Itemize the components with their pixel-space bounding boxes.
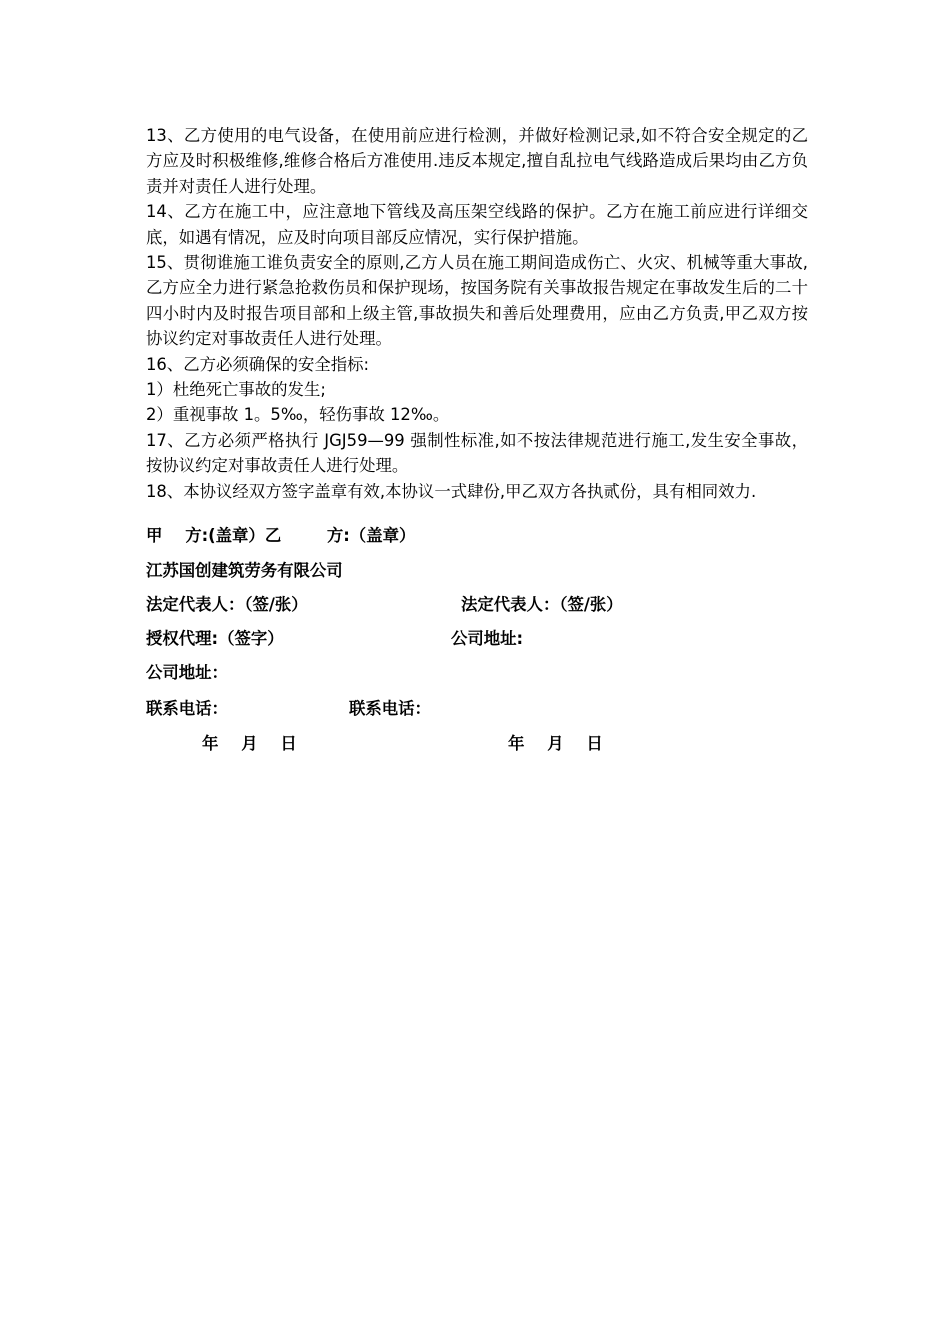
- clause-list: [146, 123, 808, 504]
- safety-target-2: 2）重视事故 1。5‰，轻伤事故 12‰。: [146, 405, 450, 425]
- party-seal-line: 甲 方:(盖章）乙 方:（盖章）: [146, 526, 416, 545]
- date-a: 年 月 日: [202, 734, 297, 753]
- safety-target-1: 1）杜绝死亡事故的发生;: [146, 380, 326, 400]
- clause-13: 13、乙方使用的电气设备，在使用前应进行检测，并做好检测记录,如不符合安全规定的乙方应及时积极维修,维修合格后方准使用.违反本规定,擅自乱拉电气线路造成后果均由乙方负责并对责任人进行处理。: [146, 126, 808, 196]
- authorized-agent: 授权代理:（签字）: [146, 629, 284, 648]
- phone-a: 联系电话：: [146, 699, 228, 718]
- legal-representative-a: 法定代表人：（签/张）: [146, 595, 308, 614]
- date-b: 年 月 日: [508, 734, 603, 753]
- company-address-b: 公司地址:: [451, 629, 524, 648]
- clause-17: 17、乙方必须严格执行 JGJ59—99 强制性标准,如不按法律规范进行施工,发生安全事故，按协议约定对事故责任人进行处理。: [146, 430, 808, 476]
- clause-14: 14、乙方在施工中，应注意地下管线及高压架空线路的保护。乙方在施工前应进行详细交底，如遇有情况，应及时向项目部反应情况，实行保护措施。: [146, 202, 808, 247]
- phone-b: 联系电话：: [349, 699, 431, 718]
- legal-representative-b: 法定代表人：（签/张）: [461, 595, 623, 614]
- clause-15: 15、贯彻谁施工谁负责安全的原则,乙方人员在施工期间造成伤亡、火灾、机械等重大事故,乙方应全力进行紧急抢救伤员和保护现场，按国务院有关事故报告规定在事故发生后的二十四小时内及时报告项目部和上级主管,事故损失和善后处理费用，应由乙方负责,甲乙双方按协议约定对事故责任人进行处理。: [146, 253, 808, 349]
- clause-18: 18、本协议经双方签字盖章有效,本协议一式肆份,甲乙双方各执贰份，具有相同效力.: [146, 481, 757, 501]
- company-name: 江苏国创建筑劳务有限公司: [146, 561, 343, 580]
- company-address-a: 公司地址：: [146, 663, 228, 682]
- clause-16: 16、乙方必须确保的安全指标:: [146, 354, 370, 374]
